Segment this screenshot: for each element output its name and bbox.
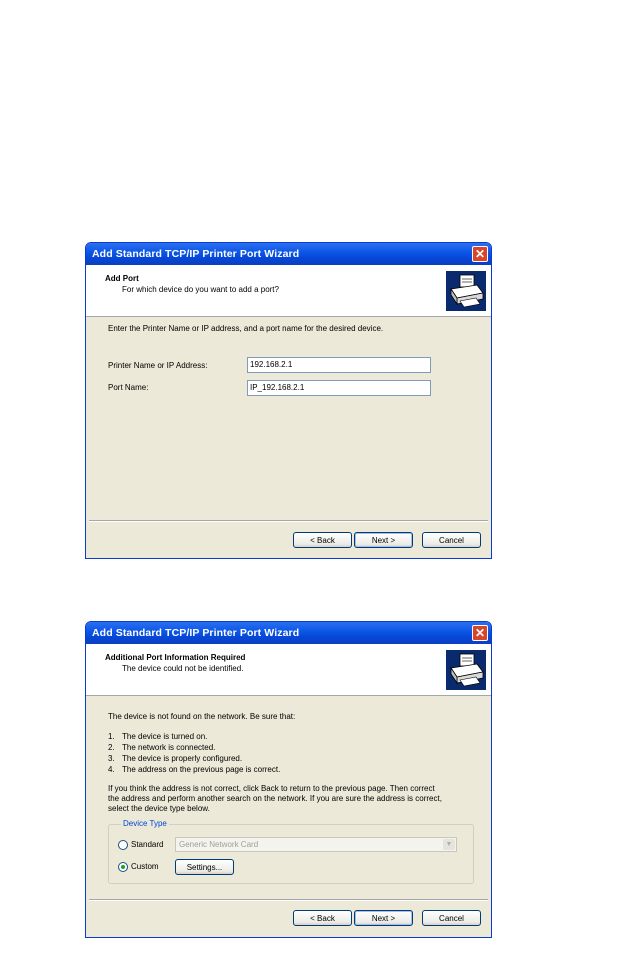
window-title: Add Standard TCP/IP Printer Port Wizard bbox=[92, 248, 300, 260]
printer-icon bbox=[446, 271, 486, 311]
cancel-button[interactable]: Cancel bbox=[422, 532, 481, 548]
checklist-item: The address on the previous page is correct. bbox=[122, 765, 281, 774]
next-button[interactable]: Next > bbox=[354, 532, 413, 548]
checklist-num: 1. bbox=[108, 732, 115, 741]
custom-label[interactable]: Custom bbox=[131, 862, 159, 871]
checklist-item: The network is connected. bbox=[122, 743, 216, 752]
header-subtitle: The device could not be identified. bbox=[122, 664, 244, 673]
chevron-down-icon: ▼ bbox=[443, 839, 455, 850]
wizard-header bbox=[86, 265, 491, 317]
footer-divider bbox=[89, 520, 488, 522]
back-button[interactable]: < Back bbox=[293, 532, 352, 548]
standard-device-select-value: Generic Network Card bbox=[179, 840, 259, 849]
intro-text: The device is not found on the network. Be sure that: bbox=[108, 712, 296, 721]
printer-name-input[interactable]: 192.168.2.1 bbox=[247, 357, 431, 373]
port-name-label: Port Name: bbox=[108, 383, 149, 392]
close-icon[interactable]: ✕ bbox=[472, 246, 488, 262]
back-button[interactable]: < Back bbox=[293, 910, 352, 926]
next-button[interactable]: Next > bbox=[354, 910, 413, 926]
standard-device-select bbox=[175, 837, 457, 852]
footer-divider bbox=[89, 899, 488, 901]
checklist-num: 3. bbox=[108, 754, 115, 763]
add-port-wizard-dialog bbox=[85, 242, 492, 559]
device-type-legend: Device Type bbox=[123, 819, 167, 828]
header-title: Additional Port Information Required bbox=[105, 653, 246, 662]
explanation-line: the address and perform another search on the network. If you are sure the address is correct, bbox=[108, 794, 442, 803]
printer-name-label: Printer Name or IP Address: bbox=[108, 361, 208, 370]
device-type-group bbox=[108, 819, 474, 884]
standard-radio[interactable] bbox=[118, 840, 128, 850]
title-bar[interactable] bbox=[86, 622, 491, 644]
explanation-line: select the device type below. bbox=[108, 804, 210, 813]
close-icon[interactable]: ✕ bbox=[472, 625, 488, 641]
wizard-header bbox=[86, 644, 491, 696]
checklist-item: The device is turned on. bbox=[122, 732, 208, 741]
checklist-num: 2. bbox=[108, 743, 115, 752]
custom-radio[interactable] bbox=[118, 862, 128, 872]
standard-label[interactable]: Standard bbox=[131, 840, 164, 849]
port-name-input[interactable]: IP_192.168.2.1 bbox=[247, 380, 431, 396]
additional-port-info-dialog bbox=[85, 621, 492, 938]
cancel-button[interactable]: Cancel bbox=[422, 910, 481, 926]
explanation-line: If you think the address is not correct, click Back to return to the previous page. Then correct bbox=[108, 784, 435, 793]
window-title: Add Standard TCP/IP Printer Port Wizard bbox=[92, 627, 300, 639]
checklist-num: 4. bbox=[108, 765, 115, 774]
header-subtitle: For which device do you want to add a port? bbox=[122, 285, 279, 294]
printer-icon bbox=[446, 650, 486, 690]
header-title: Add Port bbox=[105, 274, 139, 283]
instruction-text: Enter the Printer Name or IP address, and a port name for the desired device. bbox=[108, 324, 384, 333]
title-bar[interactable] bbox=[86, 243, 491, 265]
checklist-item: The device is properly configured. bbox=[122, 754, 243, 763]
settings-button[interactable]: Settings... bbox=[175, 859, 234, 875]
